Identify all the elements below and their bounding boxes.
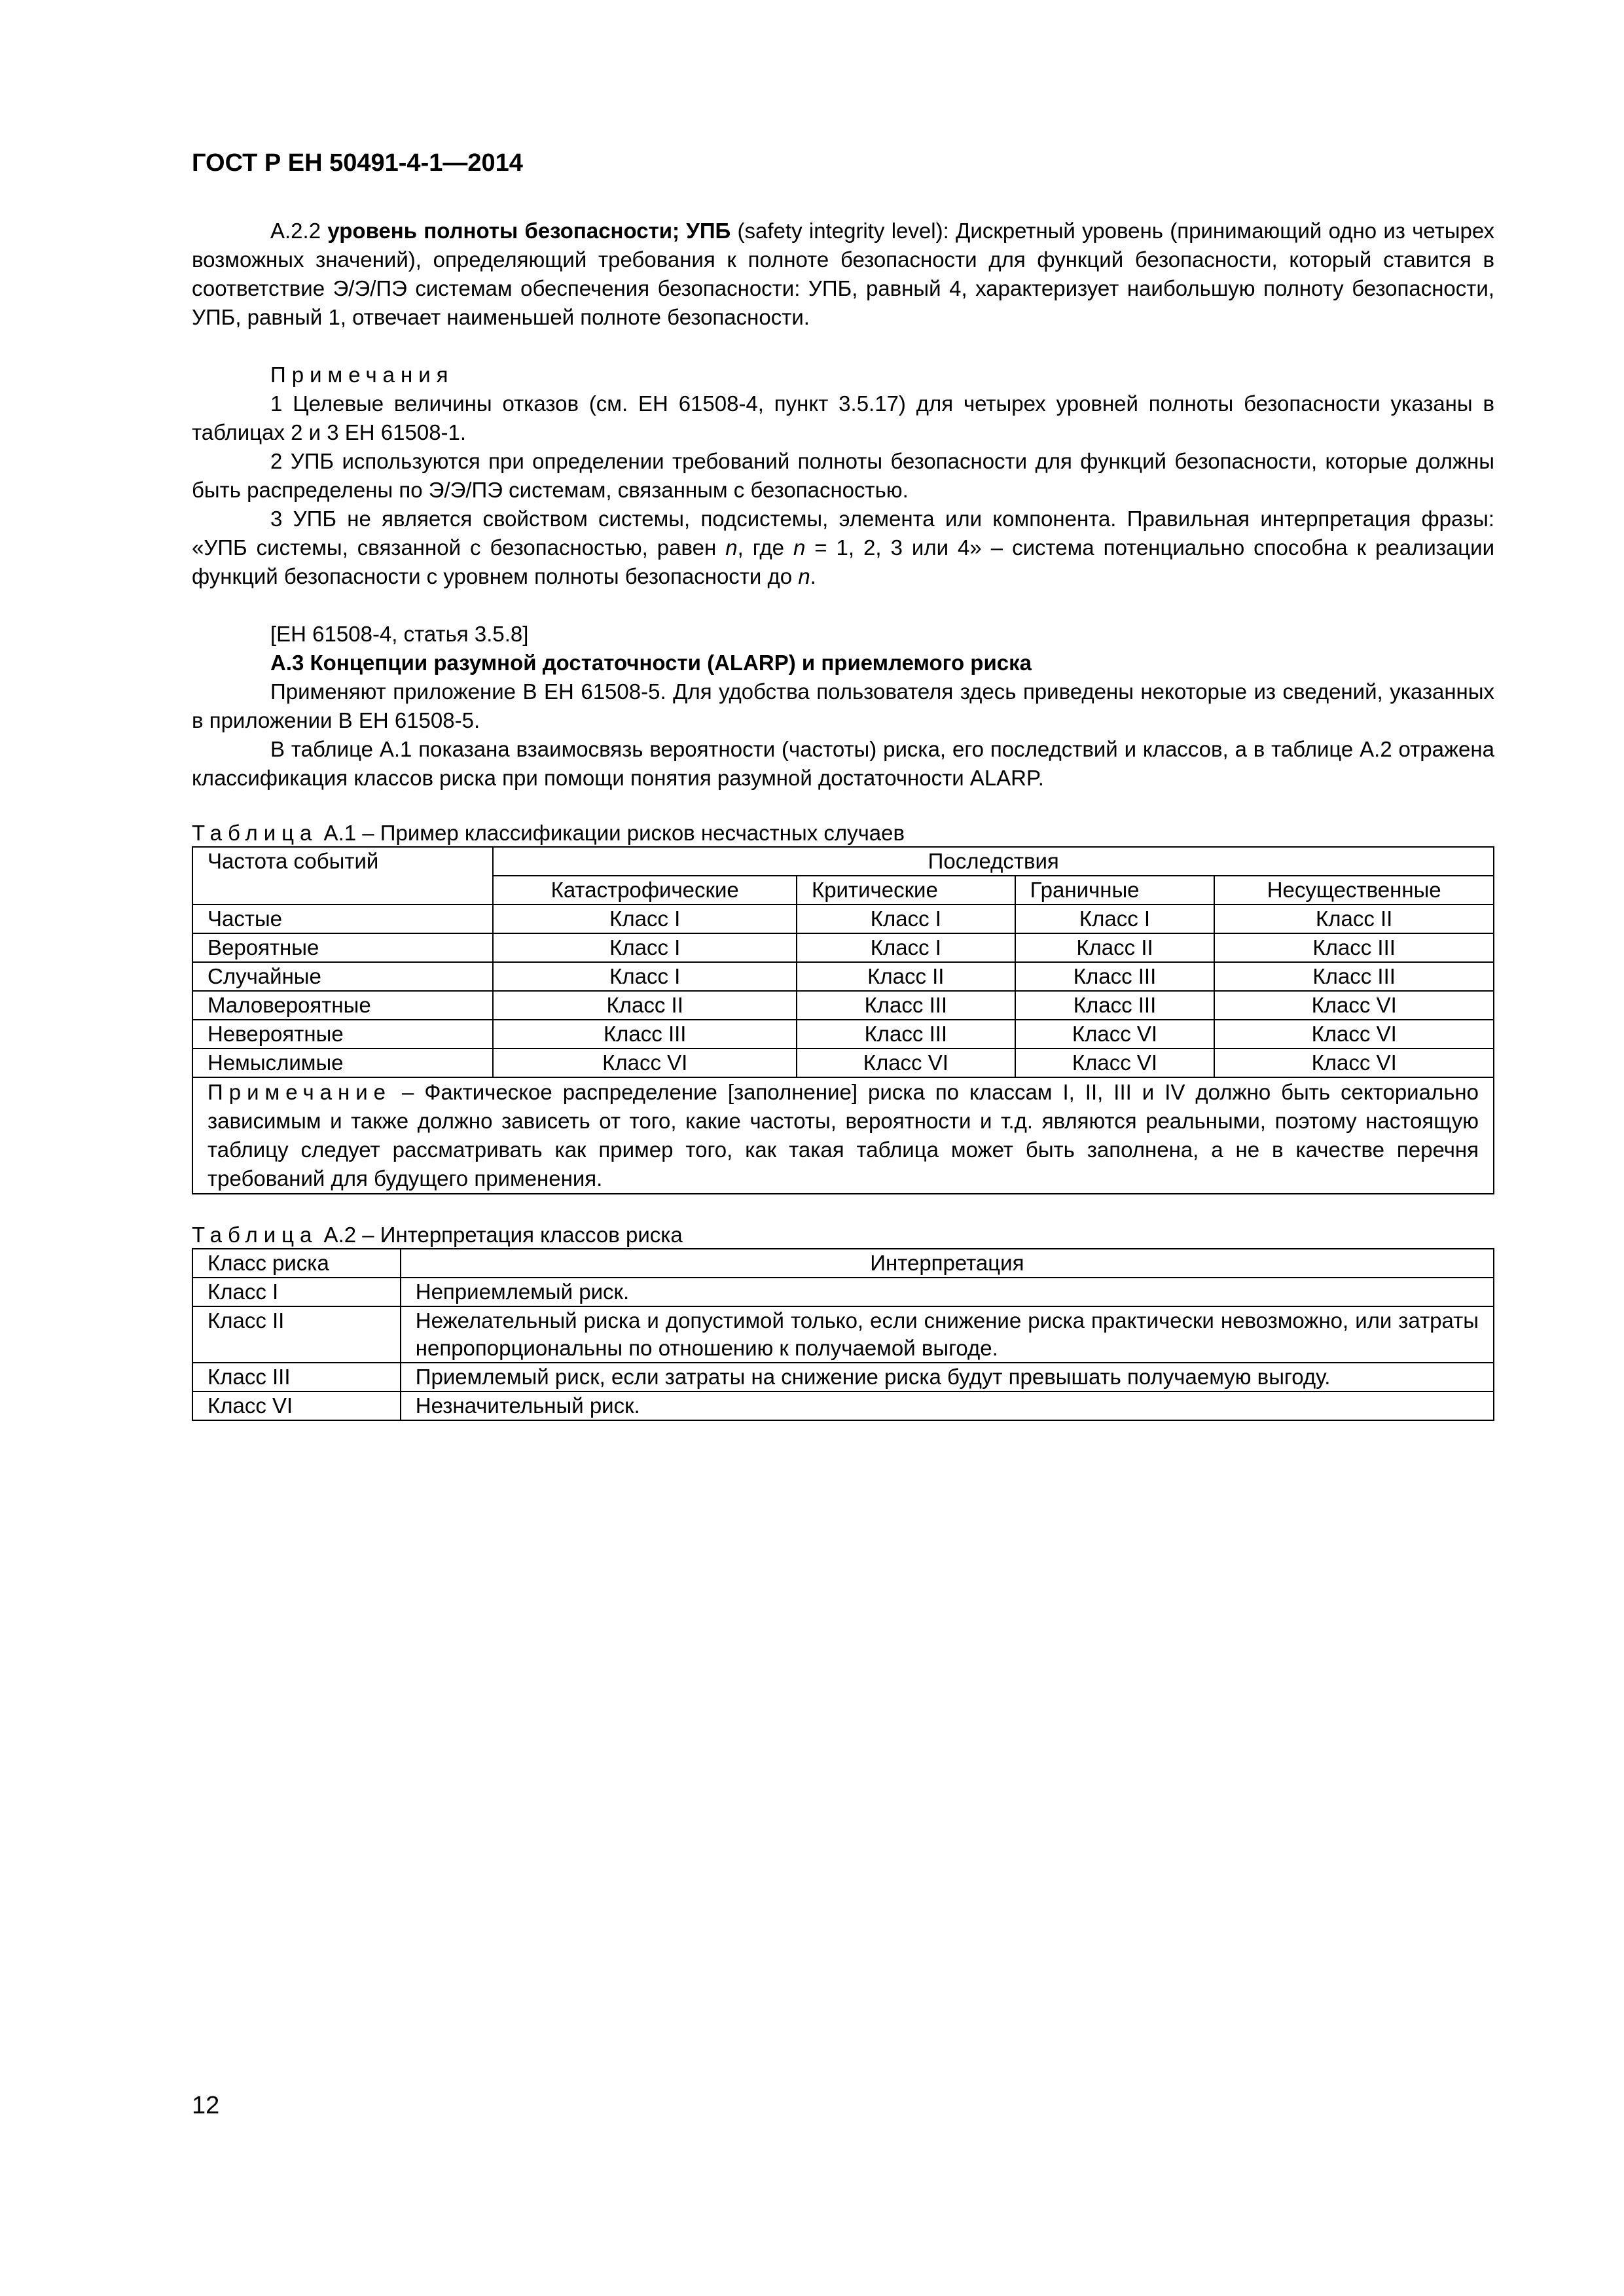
table-row: Класс II Нежелательный риска и допустимой только, если снижение риска практически невозможно, или затраты непропорциональны по отношению к получаемой выгоде. [192,1306,1494,1363]
header-risk-class: Класс риска [192,1249,401,1278]
table-a2 [192,1248,1494,1421]
subheader: Граничные [1015,876,1215,905]
section-heading-a3: А.3 Концепции разумной достаточности (ALARP) и приемлемого риска [270,651,1032,675]
term: уровень полноты безопасности; УПБ [327,219,731,243]
header-interpretation: Интерпретация [401,1249,1494,1278]
page-number: 12 [192,2092,220,2119]
subheader: Катастрофические [493,876,797,905]
table-row: Невероятные Класс III Класс III Класс VI Класс VI [192,1020,1494,1049]
reference: [ЕН 61508-4, статья 3.5.8] [270,622,529,646]
subheader: Несущественные [1214,876,1494,905]
note-2: 2 УПБ используются при определении требований полноты безопасности для функций безопасности, которые должны быть распределены по Э/Э/ПЭ системам, связанным с безопасностью. [192,449,1494,502]
clause-number: А.2.2 [270,219,321,243]
table-row: Немыслимые Класс VI Класс VI Класс VI Класс VI [192,1049,1494,1077]
document-page [192,149,1494,1421]
subheader: Критические [797,876,1015,905]
paragraph-a3-2: В таблице А.1 показана взаимосвязь вероятности (частоты) риска, его последствий и классов, а в таблице А.2 отражена классификация классов риска при помощи понятия разумной достаточности ALARP. [192,737,1494,790]
notes-title: Примечания [270,363,454,387]
table-row: Класс III Приемлемый риск, если затраты на снижение риска будут превышать получаемую выгоду. [192,1363,1494,1391]
table-row: Класс I Неприемлемый риск. [192,1278,1494,1306]
table-a1-caption: Таблица А.1 – Пример классификации рисков несчастных случаев [192,821,905,845]
table-row: Класс VI Незначительный риск. [192,1391,1494,1420]
definition-a22 [192,217,1494,332]
header-frequency: Частота событий [192,847,493,905]
table-row: Вероятные Класс I Класс I Класс II Класс III [192,933,1494,962]
note-1: 1 Целевые величины отказов (см. ЕН 61508-4, пункт 3.5.17) для четырех уровней полноты безопасности указаны в таблицах 2 и 3 ЕН 61508-1. [192,391,1494,444]
table-note-row [192,1077,1494,1194]
table-a1 [192,846,1494,1194]
table-note: Примечание – Фактическое распределение [заполнение] риска по классам I, II, III и IV должно быть секториально зависимым и также должно зависеть от того, какие частоты, вероятности и т.д. являются реальными, поэтому настоящую таблицу следует рассматривать как пример того, как такая таблица может быть заполнена, а не в качестве перечня требований для будущего применения. [192,1077,1494,1194]
table-row: Маловероятные Класс II Класс III Класс III Класс VI [192,991,1494,1020]
document-header: ГОСТ Р ЕН 50491-4-1—2014 [192,149,523,177]
header-consequences: Последствия [493,847,1494,876]
table-a2-caption: Таблица А.2 – Интерпретация классов риска [192,1223,683,1247]
definition-text: (safety integrity level): Дискретный уровень (принимающий одно из четырех возможных значений), определяющий требования к полноте безопасности для функций безопасности, который ставится в соответствие Э/Э/ПЭ системам обеспечения безопасности: УПБ, равный 4, характеризует наибольшую полноту безопасности, УПБ, равный 1, отвечает наименьшей полноте безопасности. [192,219,1494,329]
table-row: Случайные Класс I Класс II Класс III Класс III [192,962,1494,991]
paragraph-a3-1: Применяют приложение В ЕН 61508-5. Для удобства пользователя здесь приведены некоторые из сведений, указанных в приложении В ЕН 61508-5. [192,679,1494,732]
note-3: 3 УПБ не является свойством системы, подсистемы, элемента или компонента. Правильная интерпретация фразы: «УПБ системы, связанной с безопасностью, равен n, где n = 1, 2, 3 или 4» – система потенциально способна к реализации функций безопасности с уровнем полноты безопасности до n. [192,507,1495,588]
table-row: Частые Класс I Класс I Класс I Класс II [192,905,1494,933]
